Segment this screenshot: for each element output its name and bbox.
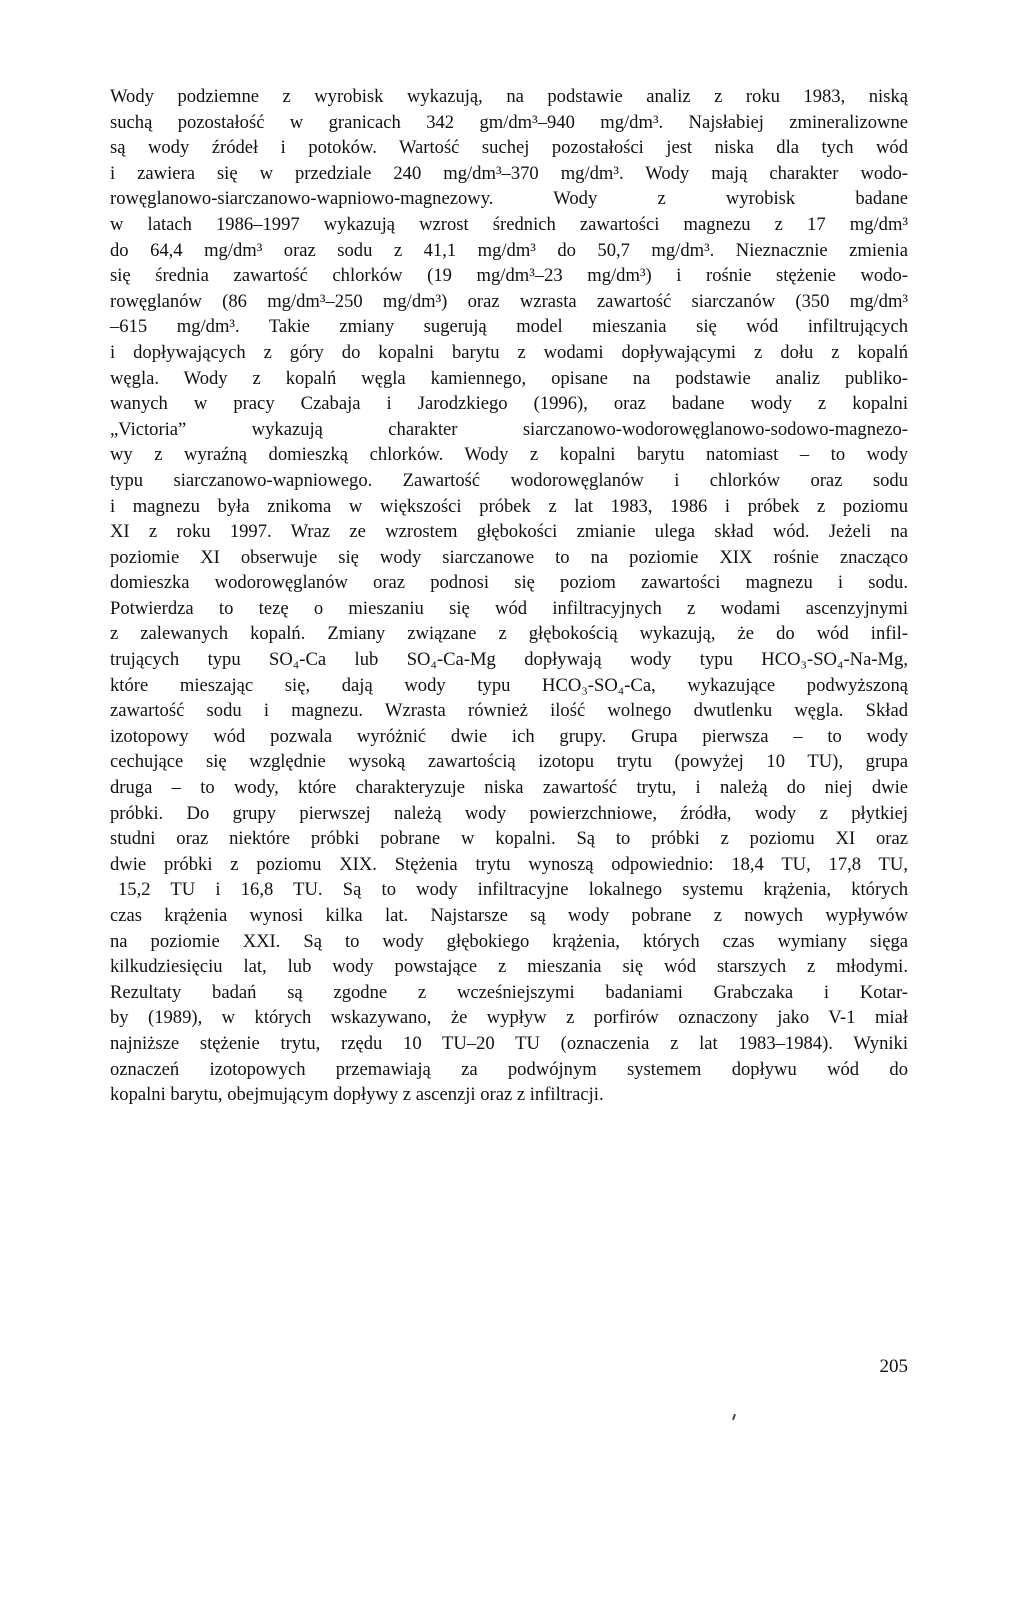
text-line: czas krążenia wynosi kilka lat. Najstarsze są wody pobrane z nowych wypływów [110,905,908,926]
text-line: z zalewanych kopalń. Zmiany związane z głębokością wykazują, że do wód infil- [110,623,908,645]
text-line: kilkudziesięciu lat, lub wody powstające z mieszania się wód starszych z młodymi. [110,956,908,978]
text-line: kopalni barytu, obejmującym dopływy z ascenzji oraz z infiltracji. [110,1084,604,1106]
text-line: typu siarczanowo-wapniowego. Zawartość wodorowęglanów i chlorków oraz sodu [110,469,908,491]
text-line: Potwierdza to tezę o mieszaniu się wód infiltracyjnych z wodami ascenzyjnymi [110,597,908,619]
text-line: dwie próbki z poziomu XIX. Stężenia trytu wynoszą odpowiednio: 18,4 TU, 17,8 TU, [110,853,908,875]
text-line: i dopływających z góry do kopalni barytu z wodami dopływającymi z dołu z kopalń [110,341,908,363]
scan-speck [732,1414,736,1420]
text-line: które mieszając się, dają wody typu HCO₃-SO₄-Ca, wykazujące podwyższoną [110,674,908,696]
text-line: trujących typu SO₄-Ca lub SO₄-Ca-Mg dopływają wody typu HCO₃-SO₄-Na-Mg, [110,649,908,671]
text-line: rowęglanowo-siarczanowo-wapniowo-magnezowy. Wody z wyrobisk badane [110,188,908,210]
text-line: by (1989), w których wskazywano, że wypływ z porfirów oznaczony jako V-1 miał [110,1007,908,1029]
text-line: izotopowy wód pozwala wyróżnić dwie ich grupy. Grupa pierwsza – to wody [110,725,908,747]
page-number: 205 [879,1356,908,1377]
text-line: 15,2 TU i 16,8 TU. Są to wody infiltracyjne lokalnego systemu krążenia, których [118,879,908,901]
text-line: wanych w pracy Czabaja i Jarodzkiego (1996), oraz badane wody z kopalni [110,393,908,415]
text-line: cechujące się względnie wysoką zawartością izotopu trytu (powyżej 10 TU), grupa [110,751,908,773]
text-line: oznaczeń izotopowych przemawiają za podwójnym systemem dopływu wód do [110,1058,908,1080]
text-line: na poziomie XXI. Są to wody głębokiego krążenia, których czas wymiany sięga [110,930,908,952]
text-line: się średnia zawartość chlorków (19 mg/dm³–23 mg/dm³) i rośnie stężenie wodo- [110,265,908,287]
text-line: są wody źródeł i potoków. Wartość suchej pozostałości jest niska dla tych wód [110,137,908,159]
text-line: węgla. Wody z kopalń węgla kamiennego, opisane na podstawie analiz publiko- [110,367,908,389]
text-line: i magnezu była znikoma w większości próbek z lat 1983, 1986 i próbek z poziomu [110,495,908,517]
text-line: i zawiera się w przedziale 240 mg/dm³–370 mg/dm³. Wody mają charakter wodo- [110,162,908,184]
text-line: zawartość sodu i magnezu. Wzrasta również ilość wolnego dwutlenku węgla. Skład [110,700,908,722]
body-paragraph [110,84,908,1108]
text-line: suchą pozostałość w granicach 342 gm/dm³–940 mg/dm³. Najsłabiej zmineralizowne [110,111,908,133]
text-line: druga – to wody, które charakteryzuje niska zawartość trytu, i należą do niej dwie [110,777,908,799]
text-line: „Victoria” wykazują charakter siarczanowo-wodorowęglanowo-sodowo-magnezo- [110,418,908,440]
text-line: Wody podziemne z wyrobisk wykazują, na podstawie analiz z roku 1983, niską [110,86,908,107]
text-line: w latach 1986–1997 wykazują wzrost średnich zawartości magnezu z 17 mg/dm³ [110,213,908,235]
text-line: studni oraz niektóre próbki pobrane w kopalni. Są to próbki z poziomu XI oraz [110,828,908,850]
text-line: XI z roku 1997. Wraz ze wzrostem głębokości zmianie ulega skład wód. Jeżeli na [110,521,908,543]
text-line: do 64,4 mg/dm³ oraz sodu z 41,1 mg/dm³ do 50,7 mg/dm³. Nieznacznie zmienia [110,239,908,261]
text-line: –615 mg/dm³. Takie zmiany sugerują model mieszania się wód infiltrujących [110,316,908,338]
text-line: rowęglanów (86 mg/dm³–250 mg/dm³) oraz wzrasta zawartość siarczanów (350 mg/dm³ [110,290,908,312]
text-line: najniższe stężenie trytu, rzędu 10 TU–20 TU (oznaczenia z lat 1983–1984). Wyniki [110,1032,908,1054]
text-line: Rezultaty badań są zgodne z wcześniejszymi badaniami Grabczaka i Kotar- [110,981,908,1003]
text-line: próbki. Do grupy pierwszej należą wody powierzchniowe, źródła, wody z płytkiej [110,802,908,824]
text-line: domieszka wodorowęglanów oraz podnosi się poziom zawartości magnezu i sodu. [110,572,908,594]
text-line: poziomie XI obserwuje się wody siarczanowe to na poziomie XIX rośnie znacząco [110,546,908,568]
text-line: wy z wyraźną domieszką chlorków. Wody z kopalni barytu natomiast – to wody [110,444,908,466]
